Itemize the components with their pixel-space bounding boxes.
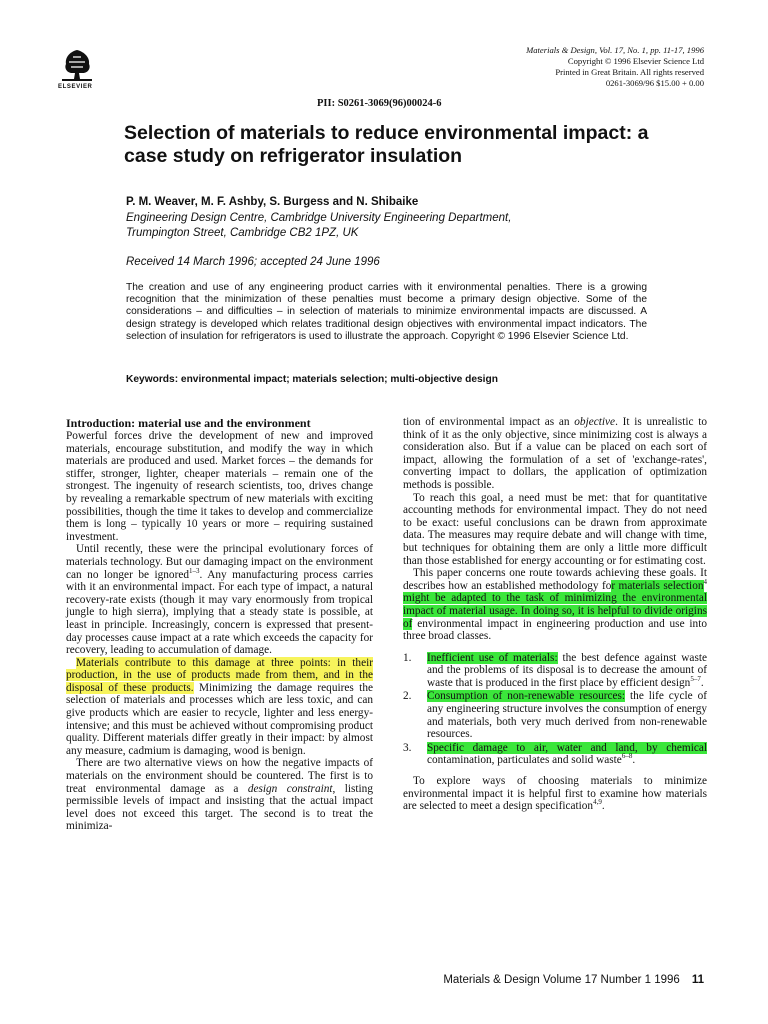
issn-line: 0261-3069/96 $15.00 + 0.00 bbox=[605, 78, 704, 88]
page-footer bbox=[443, 974, 704, 986]
citation: 1–3 bbox=[189, 566, 200, 575]
green-highlight: r materials selection bbox=[611, 579, 704, 592]
keywords: Keywords: environmental impact; materials selection; multi-objective design bbox=[126, 374, 498, 385]
paragraph: Until recently, these were the principal evolutionary forces of materials technology. But our damaging impact on the environment can no longer be ignored$^{1-3}$. Any manufacturing process carries with it an environmental impact. For each type of impact, a natural recovery-rate exists (though it may vary enormously from tropical jungle to high sierra), implying that a steady state is possible, at least in principle. Increasingly, concern is expressed that present-day processes cause impact at a rate which exceeds the capacity for recovery, leading to accumulation of damage. bbox=[66, 543, 373, 657]
affiliation-line: Trumpington Street, Cambridge CB2 1PZ, UK bbox=[126, 227, 359, 239]
paragraph: This paper concerns one route towards achieving these goals. It describes how an established methodology for materials selection$^4$ might be adapted to the task of minimizing the environmental impact of material usage. In doing so, it is helpful to divide origins of environmental impact in engineering production and use into three broad classes. bbox=[403, 567, 707, 643]
impact-classes-list bbox=[403, 652, 707, 767]
green-highlight: might be adapted to the task of minimizing the environmental impact of material usage. In doing so, it is helpful to divide origins of bbox=[403, 592, 707, 630]
paragraph: Powerful forces drive the development of new and improved materials, encourage substitution, and modify the way in which materials are produced and used. Market forces – the demands for stiffer, stronger, lighter, cheaper materials – remain one of the strongest. The ingenuity of research scientists, too, drives change by revealing a remarkable spectrum of new materials with exciting possibilities, though the time it takes to develop and commercialize them is long – typically 10 years or more – requiring sustained investment. bbox=[66, 430, 373, 543]
section-heading: Introduction: material use and the environment bbox=[66, 416, 311, 430]
paragraph: To reach this goal, a need must be met: that for quantitative accounting methods for environmental impact. They do not need to be exact: useful conclusions can be drawn from approximate data. The measures may require debate and will change with time, but techniques for obtaining them are only a little more difficult than those established for energy accounting or for estimating cost. bbox=[403, 491, 707, 567]
abstract: The creation and use of any engineering product carries with it environmental penalties. There is a growing recognition that the minimization of these penalties must become a primary design objective. Some of the considerations – and difficulties – in selection of materials to minimize environmental impacts are discussed. A design strategy is developed which relates traditional design objectives with environmental impact indicators. The selection of insulation for refrigerators is used to illustrate the approach. Copyright © 1996 Elsevier Science Ltd. bbox=[126, 282, 647, 342]
citation: 6–8 bbox=[621, 752, 633, 761]
affiliation bbox=[126, 211, 511, 241]
citation: 4 bbox=[703, 577, 707, 586]
yellow-highlight: Materials contribute to this damage at three points: in their production, in the use of products made from them, and in the disposal of these products. bbox=[66, 656, 373, 694]
right-column bbox=[403, 416, 707, 813]
paragraph: To explore ways of choosing materials to minimize environmental impact it is helpful first to examine how materials are selected to meet a design specification$^{4,9}$. bbox=[403, 775, 707, 813]
green-highlight: Consumption of non-renewable resources: bbox=[427, 690, 626, 703]
green-highlight: Specific damage to air, water and land, by chemical bbox=[427, 741, 707, 754]
footer-journal: Materials & Design Volume 17 Number 1 1996 bbox=[443, 974, 680, 986]
elsevier-tree-logo-icon bbox=[60, 46, 94, 86]
affiliation-line: Engineering Design Centre, Cambridge University Engineering Department, bbox=[126, 212, 512, 224]
paragraph: Materials contribute to this damage at three points: in their production, in the use of products made from them, and in the disposal of these products. Minimizing the damage requires the selection of materials and processes which are less toxic, and can give products which are easier to recycle, lighter and less energy-intensive; and this must be achieved without compromising product quality. Different materials differ greatly in their impact: by almost any measure, cadmium is damaging, wood is benign. bbox=[66, 656, 373, 757]
paragraph: There are two alternative views on how the negative impacts of materials on the environment should be countered. The first is to treat environmental damage as a design constraint, listing permissible levels of impact and insisting that the actual impact level does not exceed this target. The second is to treat the minimiza- bbox=[66, 757, 373, 833]
journal-citation: Materials & Design, Vol. 17, No. 1, pp. 11-17, 1996 bbox=[526, 45, 704, 55]
citation: 4,9 bbox=[593, 798, 602, 807]
copyright-line: Copyright © 1996 Elsevier Science Ltd bbox=[567, 56, 704, 66]
authors: P. M. Weaver, M. F. Ashby, S. Burgess and N. Shibaike bbox=[126, 196, 419, 208]
list-item: 3. Specific damage to air, water and land, by chemical contamination, particulates and solid waste$^{6-8}$. bbox=[403, 741, 707, 767]
list-item: 2. Consumption of non-renewable resources: the life cycle of any engineering structure involves the consumption of energy and materials, both very much derived from non-renewable resources. bbox=[403, 690, 707, 741]
list-item: 1. Inefficient use of materials: the best defence against waste and the problems of its disposal is to decrease the amount of waste that is produced in the first place by efficient design$^{5-7}$. bbox=[403, 651, 707, 689]
paper-title: Selection of materials to reduce environmental impact: a case study on refrigerator insulation bbox=[124, 122, 649, 167]
publisher-logo-word: ELSEVIER bbox=[58, 84, 93, 90]
paragraph: tion of environmental impact as an objective. It is unrealistic to think of it as the only objective, since minimizing cost is always a consideration also. But if a value can be placed on each sort of impact, allowing the formulation of a set of 'exchange-rates', converting impact to dollars, the application of optimization methods is possible. bbox=[403, 416, 707, 491]
journal-info bbox=[526, 45, 704, 89]
citation: 5–7 bbox=[690, 675, 701, 684]
pii-identifier: PII: S0261-3069(96)00024-6 bbox=[317, 98, 442, 109]
left-column bbox=[66, 416, 373, 833]
received-dates: Received 14 March 1996; accepted 24 June 1996 bbox=[126, 256, 380, 268]
printed-line: Printed in Great Britain. All rights reserved bbox=[555, 67, 704, 77]
green-highlight: Inefficient use of materials: bbox=[427, 651, 558, 664]
page-number: 11 bbox=[691, 974, 704, 986]
